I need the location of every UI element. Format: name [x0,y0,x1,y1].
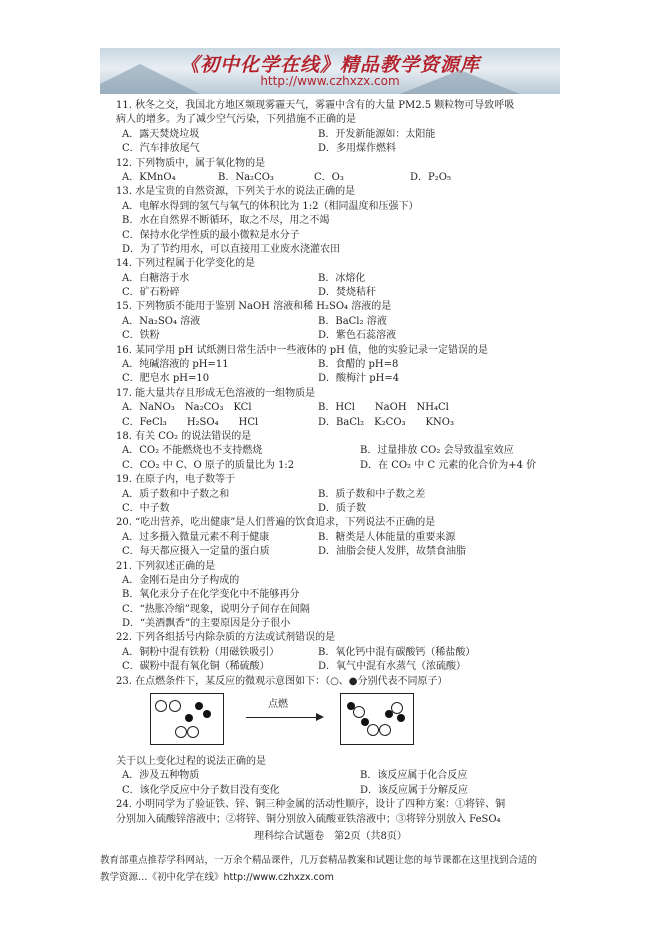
question-stem: 17. 能大量共存且形成无色溶液的一组物质是 [116,387,316,399]
option: C．保持水化学性质的最小微粒是水分子 [122,229,300,241]
option-row [116,372,556,386]
reactants-box [150,693,224,745]
option: B．氧化汞分子在化学变化中不能够再分 [122,589,300,601]
option: B．Na₂CO₃ [218,171,274,183]
option: A．金刚石是由分子构成的 [122,574,240,586]
promo-text [100,852,570,886]
option: B．HCl NaOH NH₄Cl [318,402,449,414]
option-row [116,329,556,343]
option: B．氧化钙中混有碳酸钙（稀盐酸） [318,646,476,658]
arrow-head [316,713,324,721]
option: B．该反应属于化合反应 [360,770,468,782]
option: C．CO₂ 中 C、O 原子的质量比为 1:2 [122,459,295,471]
reaction-condition: 点燃 [268,699,288,711]
black-atom [203,710,211,718]
question-block [116,430,556,473]
question-stem: 关于以上变化过程的说法正确的是 [116,756,266,768]
option: B．BaCl₂ 溶液 [318,315,387,327]
question-block [116,560,556,632]
option: D．P₂O₅ [410,171,451,183]
option: D．紫色石蕊溶液 [318,330,397,342]
question-block [116,300,556,343]
option: C．汽车排放尾气 [122,143,200,155]
option-row [116,416,556,430]
site-banner [100,48,560,94]
option: C．碳粉中混有氧化铜（稀硫酸） [122,661,270,673]
option: C．每天都应摄入一定量的蛋白质 [122,546,270,558]
question-block [116,257,556,300]
option: B．水在自然界不断循环，取之不尽，用之不竭 [122,215,330,227]
white-atom [367,724,379,736]
question-stem: 19. 在原子内，电子数等于 [116,474,236,486]
question-block [116,473,556,516]
page-footer: 理科综合试题卷 第2页（共8页） [254,831,407,842]
option: C．该化学反应中分子数目没有变化 [122,784,280,796]
option: A．KMnO₄ [122,171,176,183]
question-stem: 22. 下列各组括号内除杂质的方法或试剂错误的是 [116,632,336,644]
white-atom [379,724,391,736]
option: C．“热胀冷缩”现象，说明分子间存在间隔 [122,603,310,615]
question-stem: 20. “吃出营养，吃出健康”是人们普遍的饮食追求，下列说法不正确的是 [116,517,436,529]
question-stem: 24. 小明同学为了验证铁、锌、铜三种金属的活动性顺序，设计了四种方案：①将锌、铜 [116,799,506,811]
option: D．多用煤作燃料 [318,143,397,155]
option-row [116,488,556,502]
reaction-arrow [246,717,318,718]
option: D．质子数 [318,502,367,514]
question-stem: 21. 下列叙述正确的是 [116,560,216,572]
option-row [116,286,556,300]
black-atom [397,714,405,722]
question-block [116,99,556,157]
products-box [340,693,414,745]
option: D．在 CO₂ 中 C 元素的化合价为+4 价 [360,459,537,471]
option: D．BaCl₂ K₂CO₃ KNO₃ [318,416,454,428]
option: C．FeCl₃ H₂SO₄ HCl [122,416,259,428]
question-stem: 分别加入硫酸锌溶液中；②将锌、铜分别放入硫酸亚铁溶液中；③将锌分别放入 FeSO₄ [116,813,501,825]
question-block [116,387,556,430]
white-atom [353,706,365,718]
option: A．NaNO₃ Na₂CO₃ KCl [122,402,252,414]
option: B．糖类是人体能量的重要来源 [318,531,456,543]
question-stem: 12. 下列物质中，属于氧化物的是 [116,157,266,169]
question-block [116,344,556,387]
banner-title: 《初中化学在线》精品教学资源库 [179,54,480,76]
white-atom [175,726,187,738]
question-block [116,631,556,674]
option-row [116,128,556,142]
option: A．涉及五种物质 [122,770,200,782]
option: D．油脂会使人发胖，故禁食油脂 [318,546,467,558]
option: D．酸梅汁 pH=4 [318,373,400,385]
white-atom [187,726,199,738]
exam-content [116,99,556,827]
option: A．质子数和中子数之和 [122,488,230,500]
question-stem: 16. 某同学用 pH 试纸测日常生活中一些液体的 pH 值，他的实验记录一定错误的是 [116,344,489,356]
white-atom [169,700,181,712]
question-stem: 11. 秋冬之交，我国北方地区频现雾霾天气，雾霾中含有的大量 PM2.5 颗粒物可导致呼吸 [116,100,515,111]
option-row [116,646,556,660]
reaction-diagram [116,689,556,755]
option: A．电解水得到的氢气与氧气的体积比为 1:2（相同温度和压强下） [122,200,419,212]
black-atom [385,710,393,718]
question-block [116,157,556,186]
option: A．纯碱溶液的 pH=11 [122,359,229,371]
option-row [116,142,556,156]
option-row [116,784,556,798]
black-atom [195,702,203,710]
option-row [116,459,556,473]
option: A．铜粉中混有铁粉（用磁铁吸引） [122,646,280,658]
option: A．白糖溶于水 [122,272,190,284]
promo-line-1: 教育部重点推荐学科网站，一万余个精品课件，几万套精品教案和试题让您的每节课都在这里找到合适的 [100,855,538,866]
option-row [116,401,556,415]
option: C．中子数 [122,502,170,514]
question-stem: 13. 水是宝贵的自然资源，下列关于水的说法正确的是 [116,186,356,198]
option: A．CO₂ 不能燃烧也不支持燃烧 [122,445,263,457]
option: D．“美酒飘香”的主要原因是分子很小 [122,618,291,630]
black-atom [361,718,369,726]
question-block [116,185,556,257]
question-stem: 病人的增多。为了减少空气污染，下列措施不正确的是 [116,114,356,126]
option-row [116,444,556,458]
option-row [116,769,556,783]
option-row [116,171,556,185]
option: C．O₃ [314,171,344,183]
question-stem: 15. 下列物质不能用于鉴别 NaOH 溶液和稀 H₂SO₄ 溶液的是 [116,301,392,313]
option: C．肥皂水 pH=10 [122,373,210,385]
option: A．露天焚烧垃圾 [122,128,200,140]
option: C．矿石粉碎 [122,287,180,299]
option: B．食醋的 pH=8 [318,359,399,371]
question-stem: 23. 在点燃条件下，某反应的微观示意图如下：（○、●分别代表不同原子） [116,675,448,687]
option-row [116,660,556,674]
banner-url[interactable]: http://www.czhxzx.com [260,74,400,88]
question-block [116,798,556,827]
option: D．焚烧秸秆 [318,287,377,299]
option: C．铁粉 [122,330,160,342]
option: A．Na₂SO₄ 溶液 [122,315,201,327]
option: B．质子数和中子数之差 [318,488,426,500]
question-block [116,516,556,559]
black-atom [185,714,193,722]
option-row [116,502,556,516]
question-block [116,675,556,799]
option: B．冰熔化 [318,272,366,284]
question-stem: 14. 下列过程属于化学变化的是 [116,258,256,270]
option-row [116,358,556,372]
promo-line-2: 教学资源…《初中化学在线》http://www.czhxzx.com [100,872,334,883]
option: D．为了节约用水，可以直接用工业废水浇灌农田 [122,243,341,255]
option-row [116,315,556,329]
option: A．过多摄入微量元素不利于健康 [122,531,270,543]
option-row [116,531,556,545]
option-row [116,545,556,559]
option: D．氧气中混有水蒸气（浓硫酸） [318,661,467,673]
white-atom [155,700,167,712]
option: B．过量排放 CO₂ 会导致温室效应 [360,445,514,457]
option-row [116,272,556,286]
option: D．该反应属于分解反应 [360,784,469,796]
black-atom [347,702,355,710]
question-stem: 18. 有关 CO₂ 的说法错误的是 [116,430,252,442]
option: B．开发新能源如：太阳能 [318,128,436,140]
